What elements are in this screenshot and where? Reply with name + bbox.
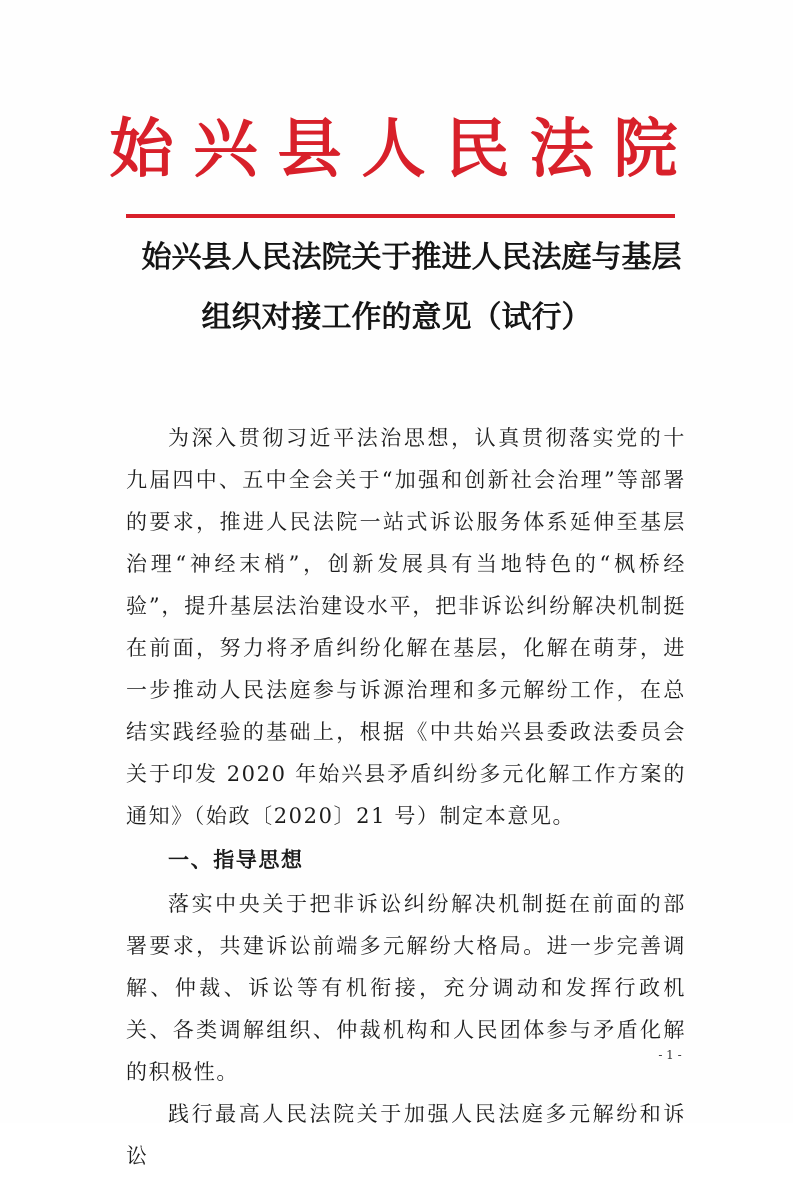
section-heading: 一、指导思想 <box>168 847 304 872</box>
document-title-line-2: 组织对接工作的意见（试行） <box>201 300 592 335</box>
intro-paragraph: 为深入贯彻习近平法治思想，认真贯彻落实党的十九届四中、五中全会关于“加强和创新社会治理”等部署的要求，推进人民法院一站式诉讼服务体系延伸至基层治理“神经末梢”，创新发展具有当地特色的“枫桥经验”，提升基层法治建设水平，把非诉讼纠纷解决机制挺在前面，努力将矛盾纠纷化解在基层，化解在萌芽，进一步推动人民法庭参与诉源治理和多元解纷工作，在总结实践经验的基础上，根据《中共始兴县委政法委员会关于印发 2020 年始兴县矛盾纠纷多元化解工作方案的通知》（始政〔2020〕21 号）制定本意见。 <box>126 426 686 828</box>
section-paragraph-continued: 践行最高人民法院关于加强人民法庭多元解纷和诉讼 <box>126 1102 686 1168</box>
red-divider-line <box>126 214 675 218</box>
document-title-line-1: 始兴县人民法院关于推进人民法庭与基层 <box>141 240 682 275</box>
document-body <box>126 417 686 1177</box>
masthead-title: 始兴县人民法院 <box>109 112 698 187</box>
section-paragraph: 落实中央关于把非诉讼纠纷解决机制挺在前面的部署要求，共建诉讼前端多元解纷大格局。进一步完善调解、仲裁、诉讼等有机衔接，充分调动和发挥行政机关、各类调解组织、仲裁机构和人民团体参与矛盾化解的积极性。 <box>126 892 686 1084</box>
page-number: - 1 - <box>658 1048 682 1062</box>
